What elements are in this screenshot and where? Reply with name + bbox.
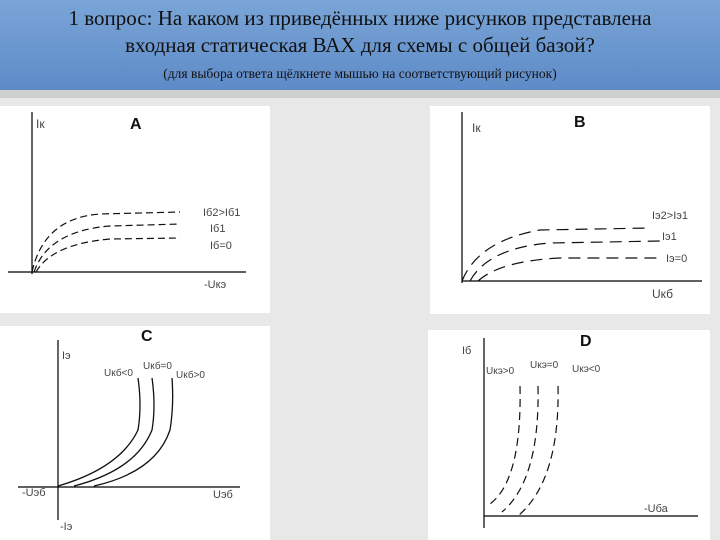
option-c-x-axis-label: Uэб xyxy=(213,489,233,501)
question-hint: (для выбора ответа щёлкнете мышью на соответствующий рисунок) xyxy=(163,66,557,81)
option-d-curve-label-3: Uкэ<0 xyxy=(572,364,601,375)
option-d-letter: D xyxy=(580,333,592,350)
option-b-x-axis-label: Uкб xyxy=(652,287,674,301)
question-line-2: входная статическая ВАХ для схемы с общей базой? xyxy=(125,33,595,57)
option-b-letter: B xyxy=(574,114,586,131)
option-c-y-axis-label: Iэ xyxy=(62,350,71,362)
option-a-y-axis-label: Iк xyxy=(36,117,45,131)
option-c-figure[interactable] xyxy=(0,326,270,540)
option-d-y-axis-label: Iб xyxy=(462,345,472,357)
header-shadow xyxy=(0,90,720,98)
option-b-figure[interactable] xyxy=(430,106,710,314)
option-c-curve-label-3: Uкб>0 xyxy=(176,370,205,381)
option-b-curve-label-1: Iэ2>Iэ1 xyxy=(652,210,688,222)
option-b-y-axis-label: Iк xyxy=(472,121,481,135)
option-a-x-axis-label: -Uкэ xyxy=(204,279,227,291)
option-a-letter: A xyxy=(130,116,142,133)
question-line-1: 1 вопрос: На каком из приведённых ниже рисунков представлена xyxy=(68,6,652,30)
option-a-curve-label-1: Iб2>Iб1 xyxy=(203,207,241,219)
option-c-x-axis-neg-label: -Uэб xyxy=(22,487,46,499)
option-c-curve-label-2: Uкб=0 xyxy=(143,361,172,372)
option-a-curve-label-3: Iб=0 xyxy=(210,240,232,252)
option-d-figure[interactable] xyxy=(428,330,710,540)
option-d-x-axis-label: -Uба xyxy=(644,503,668,515)
option-c-curve-label-1: Uкб<0 xyxy=(104,368,133,379)
option-c-y-axis-neg-label: -Iэ xyxy=(60,521,73,533)
option-a-figure[interactable] xyxy=(0,106,270,313)
option-c-letter: C xyxy=(141,328,153,345)
option-d-curve-label-2: Uкэ=0 xyxy=(530,360,559,371)
option-d-curve-label-1: Uкэ>0 xyxy=(486,366,515,377)
option-b-curve-label-2: Iэ1 xyxy=(662,231,677,243)
question-header xyxy=(0,0,720,91)
option-a-curve-label-2: Iб1 xyxy=(210,223,226,235)
option-b-curve-label-3: Iэ=0 xyxy=(666,253,688,265)
